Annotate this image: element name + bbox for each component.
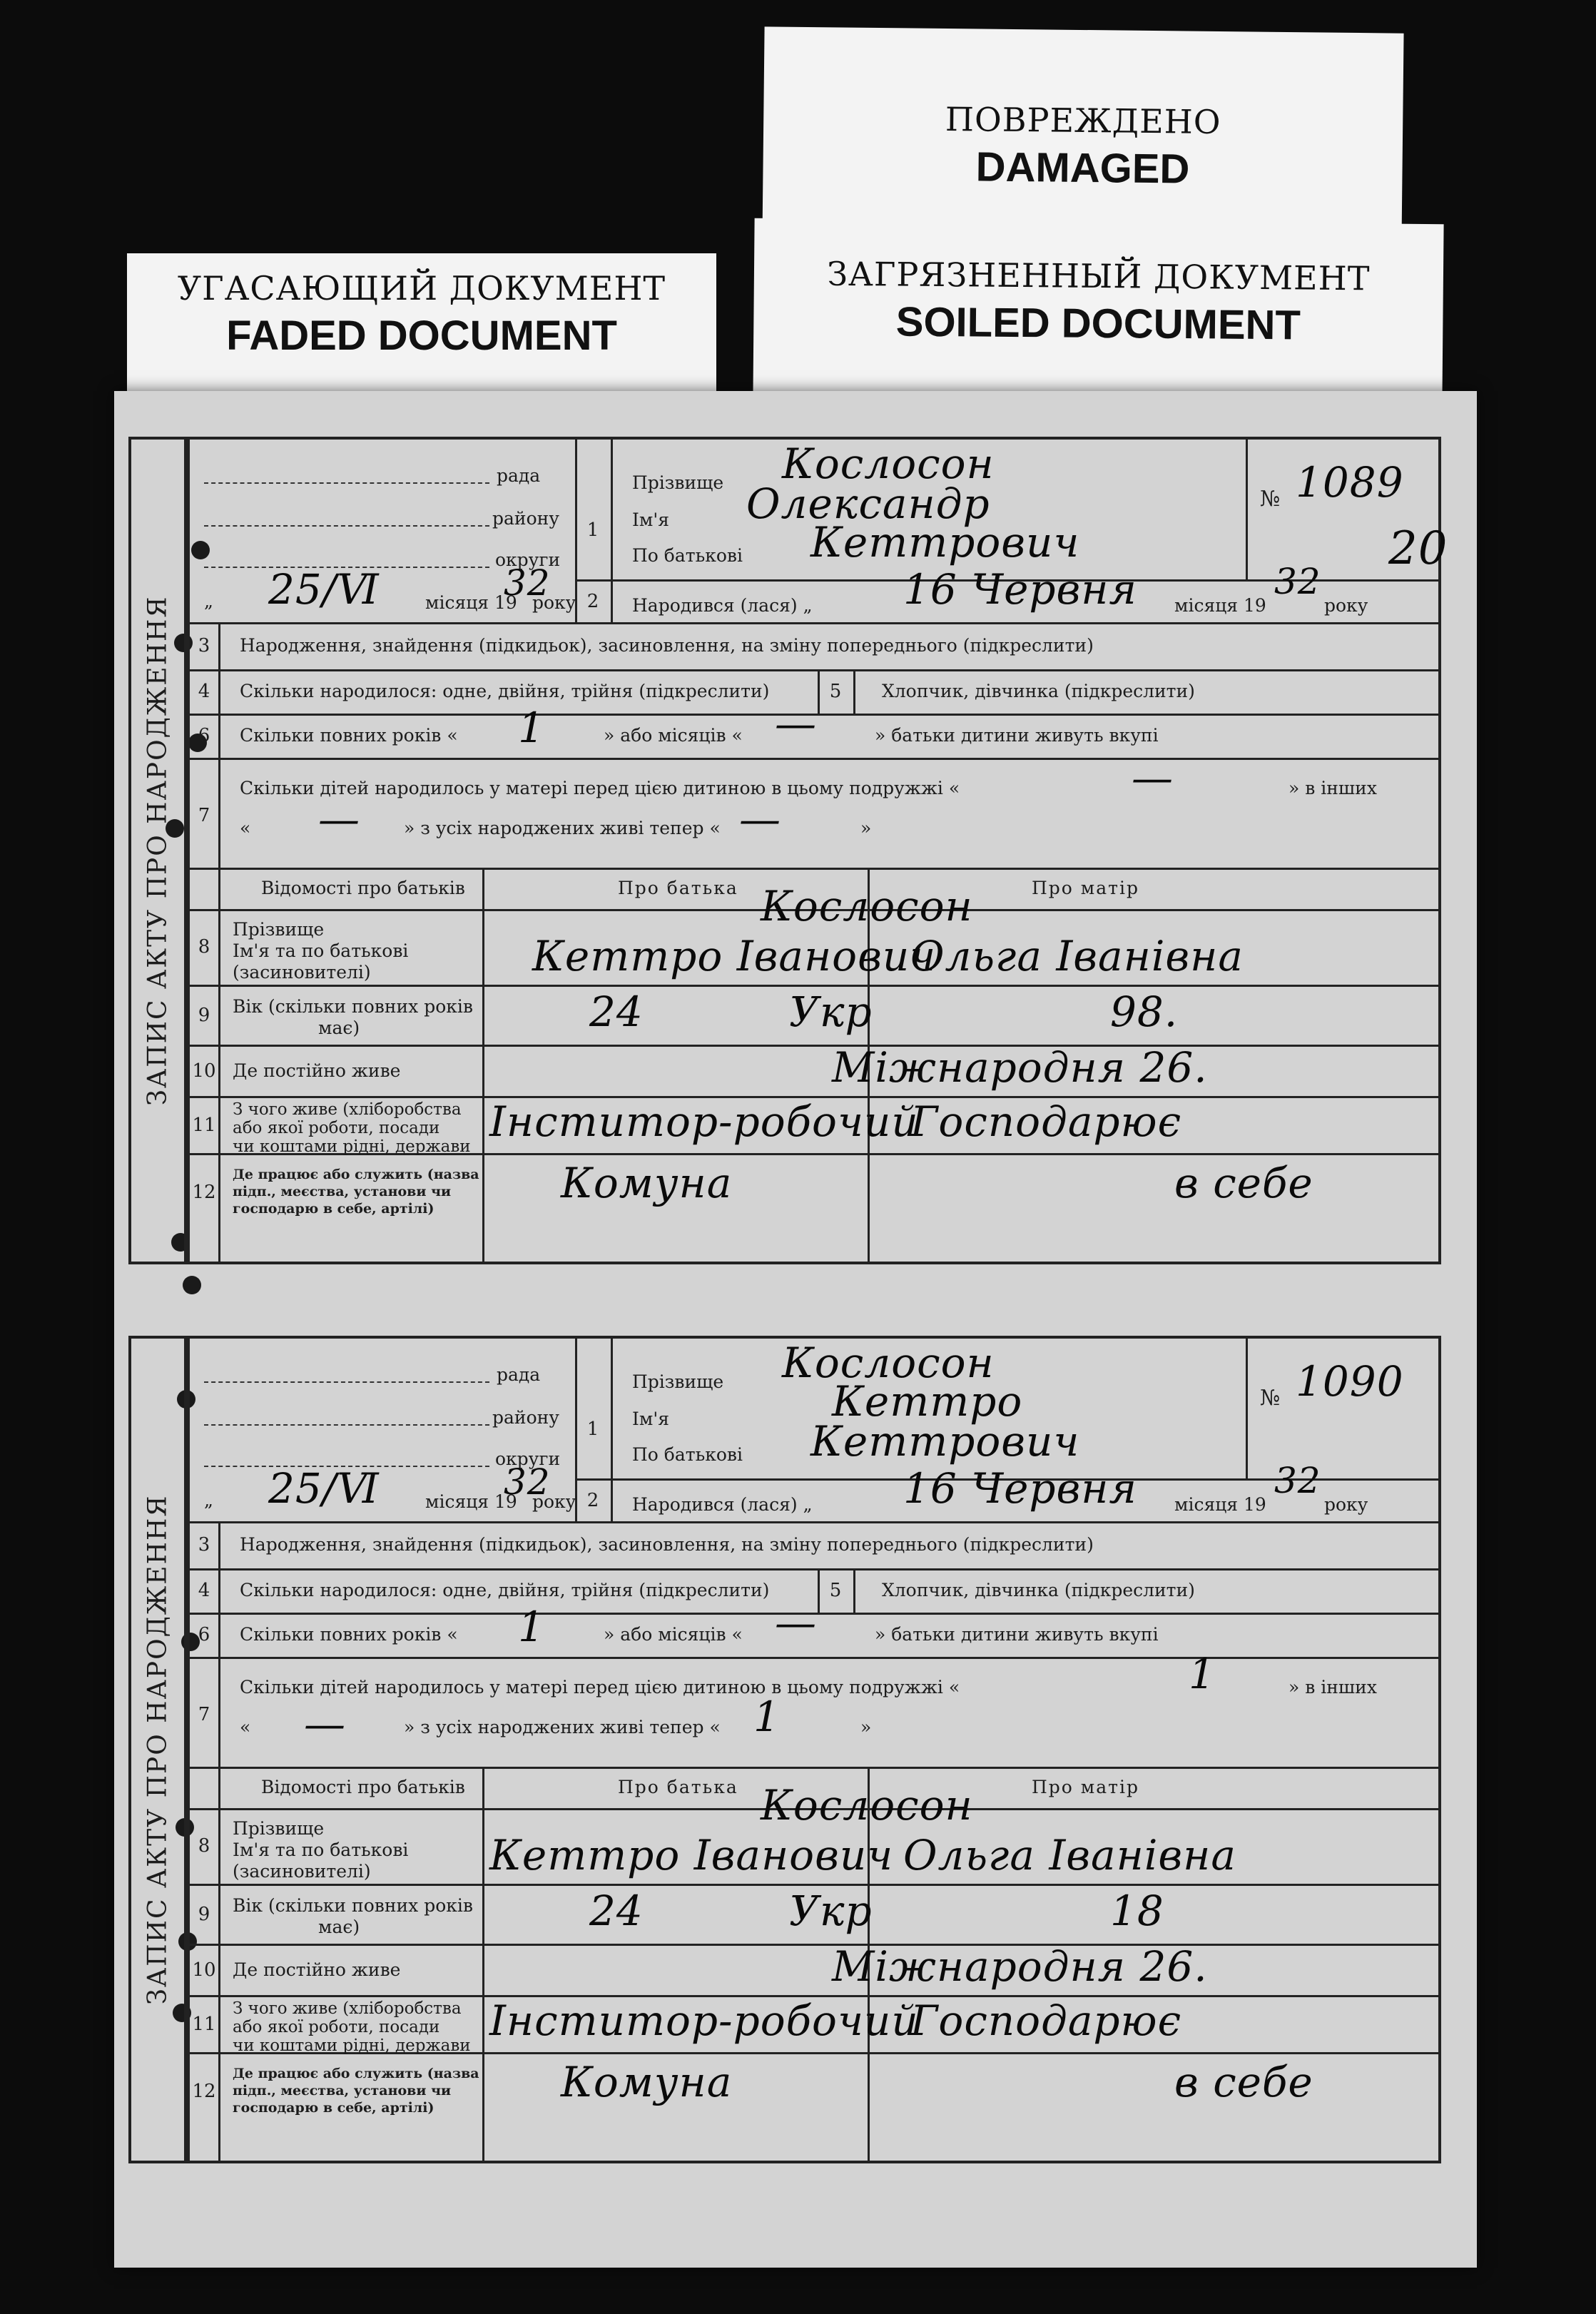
- faded-label-en: FADED DOCUMENT: [226, 313, 617, 359]
- nationality: Укр: [789, 988, 873, 1036]
- rada-label: рада: [497, 465, 541, 486]
- row-number: 5: [829, 681, 842, 702]
- row-number: 2: [586, 1490, 599, 1511]
- row7-label: Скільки дітей народилось у матері перед цією дитиною в цьому подружжі «: [240, 778, 960, 798]
- parents-header: Відомості про батьків: [261, 878, 465, 898]
- patronymic-label: По батькові: [632, 545, 743, 566]
- child-patronymic: Кеттрович: [810, 518, 1080, 567]
- row5-label: Хлопчик, дівчинка (підкреслити): [882, 681, 1195, 701]
- row-number: 11: [192, 1115, 216, 1136]
- address: Міжнародня 26.: [832, 1942, 1208, 1991]
- damaged-label-en: DAMAGED: [975, 143, 1190, 193]
- row3-label: Народження, знайдення (підкидьок), засиновлення, на зміну попереднього (підкреслити): [240, 1534, 1094, 1555]
- form-grid: рада району округи „ 25/Ⅵ місяця 19 32 року 1 2 Прізвище Кослосон Ім'я Кеттро По батькові Кеттрович № 1090 Народився (лася) „ 16 Червня місяця 19 32 року 3 Народження, знайдення (підкидьок), засиновлення, на зміну попереднього (підкреслити) 4 Скільки народилося: одне, двійня, трійня (підкреслити) 5 Хлопчик, дівчинка (підкреслити) 6 Скільки повних років « 1 » або місяців « — » батьки дитини живуть вкупі 7 Скільки дітей народилось у матері перед цією дитиною в цьому подружжі « 1 » в інших « — » з усіх народжених живі тепер « 1 » Відомості про батьків Про батька Про матір 8 Прізвище Ім'я та по батькові (засиновителі) Кослосон Кеттро Іванович Ольга Іванівна 9 Вік (скільки повних років має) 24 Укр 18 10 Де постійно живе Міжнародня 26. 11 З чого живе (хліборобства або якої роботи, посади чи коштами рідні, держави Інститор-робочий Господарює 12 Де працює або служить (назва підп., меєства, установи чи господарю в себе, артілі) Комуна в себе: [187, 1336, 1441, 2163]
- soiled-label-ru: ЗАГРЯЗНЕННЫЙ ДОКУМЕНТ: [827, 254, 1371, 298]
- mother-name: Ольга Іванівна: [903, 1831, 1236, 1879]
- father-age: 24: [589, 988, 644, 1036]
- row8-label: Прізвище Ім'я та по батькові (засиновителі): [233, 1818, 409, 1882]
- birth-year-label: року: [1324, 595, 1368, 616]
- children-other: —: [304, 1700, 346, 1748]
- father-work: Комуна: [561, 2058, 733, 2106]
- row12-label: Де працює або служить (назва підп., меєства, установи чи господарю в себе, артілі): [233, 1167, 479, 1217]
- registration-date: 25/Ⅵ: [268, 1464, 380, 1513]
- row-number: 6: [198, 1624, 210, 1645]
- side-title-strip: [128, 437, 187, 1264]
- name-label: Ім'я: [632, 1409, 669, 1429]
- damaged-label-ru: ПОВРЕЖДЕНО: [945, 99, 1221, 142]
- raion-label: району: [492, 1407, 559, 1428]
- address: Міжнародня 26.: [832, 1043, 1208, 1092]
- row-number: 7: [198, 1704, 210, 1725]
- side-title: ЗАПИС АКТУ ПРО НАРОДЖЕННЯ: [143, 595, 173, 1106]
- years-together: 1: [518, 704, 545, 752]
- okruh-label: округи: [495, 549, 561, 570]
- okruh-label: округи: [495, 1448, 561, 1469]
- number-sign: №: [1260, 487, 1281, 512]
- side-title: ЗАПИС АКТУ ПРО НАРОДЖЕННЯ: [143, 1494, 173, 2005]
- surname-label: Прізвище: [632, 1371, 724, 1392]
- row-number: 3: [198, 635, 210, 656]
- row6-label: Скільки повних років «: [240, 725, 458, 746]
- parents-header: Відомості про батьків: [261, 1777, 465, 1797]
- row11-label: З чого живе (хліборобства або якої роботи, посади чи коштами рідні, держави: [233, 1100, 471, 1156]
- row6-end-label: » батьки дитини живуть вкупі: [875, 725, 1159, 746]
- father-work: Комуна: [561, 1159, 733, 1207]
- year-label: року: [532, 1491, 576, 1512]
- mother-work: в себе: [1174, 1159, 1313, 1207]
- family-surname: Кослосон: [761, 882, 973, 930]
- children-alive: —: [739, 795, 781, 843]
- row-number: 8: [198, 1835, 210, 1857]
- row4-label: Скільки народилося: одне, двійня, трійня (підкреслити): [240, 681, 770, 701]
- row7-other-label: » в інших: [1289, 778, 1377, 798]
- born-label: Народився (лася) „: [632, 595, 813, 616]
- damaged-label-card: [762, 26, 1403, 247]
- faded-label-ru: УГАСАЮЩИЙ ДОКУМЕНТ: [177, 269, 666, 308]
- birth-record-form-1: [128, 437, 1448, 1264]
- birth-year: 32: [1274, 1460, 1321, 1501]
- child-surname: Кослосон: [782, 440, 995, 488]
- child-surname: Кослосон: [782, 1339, 995, 1387]
- row-number: 12: [192, 2081, 216, 2102]
- row12-label: Де працює або служить (назва підп., меєства, установи чи господарю в себе, артілі): [233, 2066, 479, 2116]
- record-number: 1089: [1296, 458, 1404, 507]
- row4-label: Скільки народилося: одне, двійня, трійня (підкреслити): [240, 1580, 770, 1600]
- row5-label: Хлопчик, дівчинка (підкреслити): [882, 1580, 1195, 1600]
- child-name: Олександр: [746, 479, 990, 528]
- father-living: Інститор-робочий: [489, 1097, 919, 1146]
- mother-header: Про матір: [1032, 1777, 1139, 1797]
- row9-label: Вік (скільки повних років має): [233, 996, 473, 1038]
- months-together: —: [775, 699, 817, 748]
- birth-day: 16 Червня: [903, 565, 1137, 614]
- father-age: 24: [589, 1887, 644, 1935]
- row-number: 10: [192, 1959, 216, 1981]
- child-patronymic: Кеттрович: [810, 1417, 1080, 1466]
- soiled-label-en: SOILED DOCUMENT: [895, 298, 1301, 349]
- children-before: 1: [1189, 1650, 1216, 1698]
- row-number: 10: [192, 1060, 216, 1082]
- mother-name: Ольга Іванівна: [910, 932, 1244, 980]
- children-alive: 1: [753, 1693, 781, 1741]
- father-header: Про батька: [618, 1777, 738, 1797]
- child-name: Кеттро: [832, 1377, 1023, 1426]
- years-together: 1: [518, 1603, 545, 1651]
- mother-header: Про матір: [1032, 878, 1139, 898]
- month-label: місяця 19: [425, 592, 517, 613]
- row-number: 6: [198, 725, 210, 746]
- raion-label: району: [492, 508, 559, 529]
- row9-label: Вік (скільки повних років має): [233, 1895, 473, 1937]
- row10-label: Де постійно живе: [233, 1060, 401, 1081]
- number-sign: №: [1260, 1386, 1281, 1411]
- record-number: 1090: [1296, 1357, 1404, 1406]
- row-number: 3: [198, 1534, 210, 1556]
- father-name: Кеттро Іванович: [489, 1831, 894, 1879]
- row6-end-label: » батьки дитини живуть вкупі: [875, 1624, 1159, 1645]
- year-label: року: [532, 592, 576, 613]
- name-label: Ім'я: [632, 509, 669, 530]
- registration-year: 32: [504, 1461, 551, 1503]
- row-number: 1: [586, 1419, 599, 1440]
- row-number: 1: [586, 519, 599, 541]
- father-header: Про батька: [618, 878, 738, 898]
- side-title-strip: [128, 1336, 187, 2163]
- row-number: 4: [198, 1580, 210, 1601]
- row-number: 9: [198, 1904, 210, 1925]
- father-name: Кеттро Іванович: [532, 932, 937, 980]
- mother-living: Господарює: [910, 1996, 1182, 2045]
- father-living: Інститор-робочий: [489, 1996, 919, 2045]
- children-other: —: [318, 795, 360, 843]
- month-label: місяця 19: [425, 1491, 517, 1512]
- row10-label: Де постійно живе: [233, 1959, 401, 1980]
- birth-year: 32: [1274, 561, 1321, 602]
- row-number: 4: [198, 681, 210, 702]
- born-label: Народився (лася) „: [632, 1494, 813, 1515]
- punch-hole: [183, 1276, 201, 1294]
- row6-months-label: » або місяців «: [604, 725, 743, 746]
- form-grid: рада району округи „ 25/Ⅵ місяця 19 32 року 1 2 Прізвище Кослосон Ім'я Олександр По батькові Кеттрович № 1089 20 Народився (лася) „ 16 Червня місяця 19 32 року 3 Народження, знайдення (підкидьок), засиновлення, на зміну попереднього (підкреслити) 4 Скільки народилося: одне, двійня, трійня (підкреслити) 5 Хлопчик, дівчинка (підкреслити) 6 Скільки повних років « 1 » або місяців « — » батьки дитини живуть вкупі 7 Скільки дітей народилось у матері перед цією дитиною в цьому подружжі « — » в інших « — » з усіх народжених живі тепер « — » Відомості про батьків Про батька Про матір 8 Прізвище Ім'я та по батькові (засиновителі) Кослосон Кеттро Іванович Ольга Іванівна 9 Вік (скільки повних років має) 24 Укр 98. 10 Де постійно живе Міжнародня 26. 11 З чого живе (хліборобства або якої роботи, посади чи коштами рідні, держави Інститор-робочий Господарює 12 Де працює або служить (назва підп., меєства, установи чи господарю в себе, артілі) Комуна в себе: [187, 437, 1441, 1264]
- row7-alive-label: » з усіх народжених живі тепер «: [404, 1717, 721, 1737]
- row-number: 7: [198, 805, 210, 826]
- birth-month-label: місяця 19: [1174, 595, 1266, 616]
- row-number: 5: [829, 1580, 842, 1601]
- row3-label: Народження, знайдення (підкидьок), засиновлення, на зміну попереднього (підкреслити): [240, 635, 1094, 656]
- rada-label: рада: [497, 1364, 541, 1385]
- row-number: 8: [198, 936, 210, 958]
- birth-record-form-2: [128, 1336, 1441, 2163]
- margin-note: 20: [1388, 522, 1448, 575]
- row11-label: З чого живе (хліборобства або якої роботи, посади чи коштами рідні, держави: [233, 1999, 471, 2055]
- months-together: —: [775, 1598, 817, 1647]
- row6-label: Скільки повних років «: [240, 1624, 458, 1645]
- row6-months-label: » або місяців «: [604, 1624, 743, 1645]
- patronymic-label: По батькові: [632, 1444, 743, 1465]
- nationality: Укр: [789, 1887, 873, 1935]
- row-number: 12: [192, 1182, 216, 1203]
- mother-age: 98.: [1110, 988, 1179, 1036]
- family-surname: Кослосон: [761, 1781, 973, 1830]
- row7-alive-label: » з усіх народжених живі тепер «: [404, 818, 721, 838]
- row-number: 2: [586, 591, 599, 612]
- row-number: 9: [198, 1005, 210, 1026]
- children-before: —: [1132, 753, 1174, 802]
- surname-label: Прізвище: [632, 472, 724, 493]
- mother-age: 18: [1110, 1887, 1164, 1935]
- row7-label: Скільки дітей народилось у матері перед цією дитиною в цьому подружжі «: [240, 1677, 960, 1698]
- mother-living: Господарює: [910, 1097, 1182, 1146]
- registration-date: 25/Ⅵ: [268, 565, 380, 614]
- row8-label: Прізвище Ім'я та по батькові (засиновителі): [233, 919, 409, 983]
- birth-month-label: місяця 19: [1174, 1494, 1266, 1515]
- row-number: 11: [192, 2014, 216, 2035]
- birth-year-label: року: [1324, 1494, 1368, 1515]
- registration-year: 32: [504, 562, 551, 604]
- row7-other-label: » в інших: [1289, 1677, 1377, 1698]
- birth-day: 16 Червня: [903, 1464, 1137, 1513]
- mother-work: в себе: [1174, 2058, 1313, 2106]
